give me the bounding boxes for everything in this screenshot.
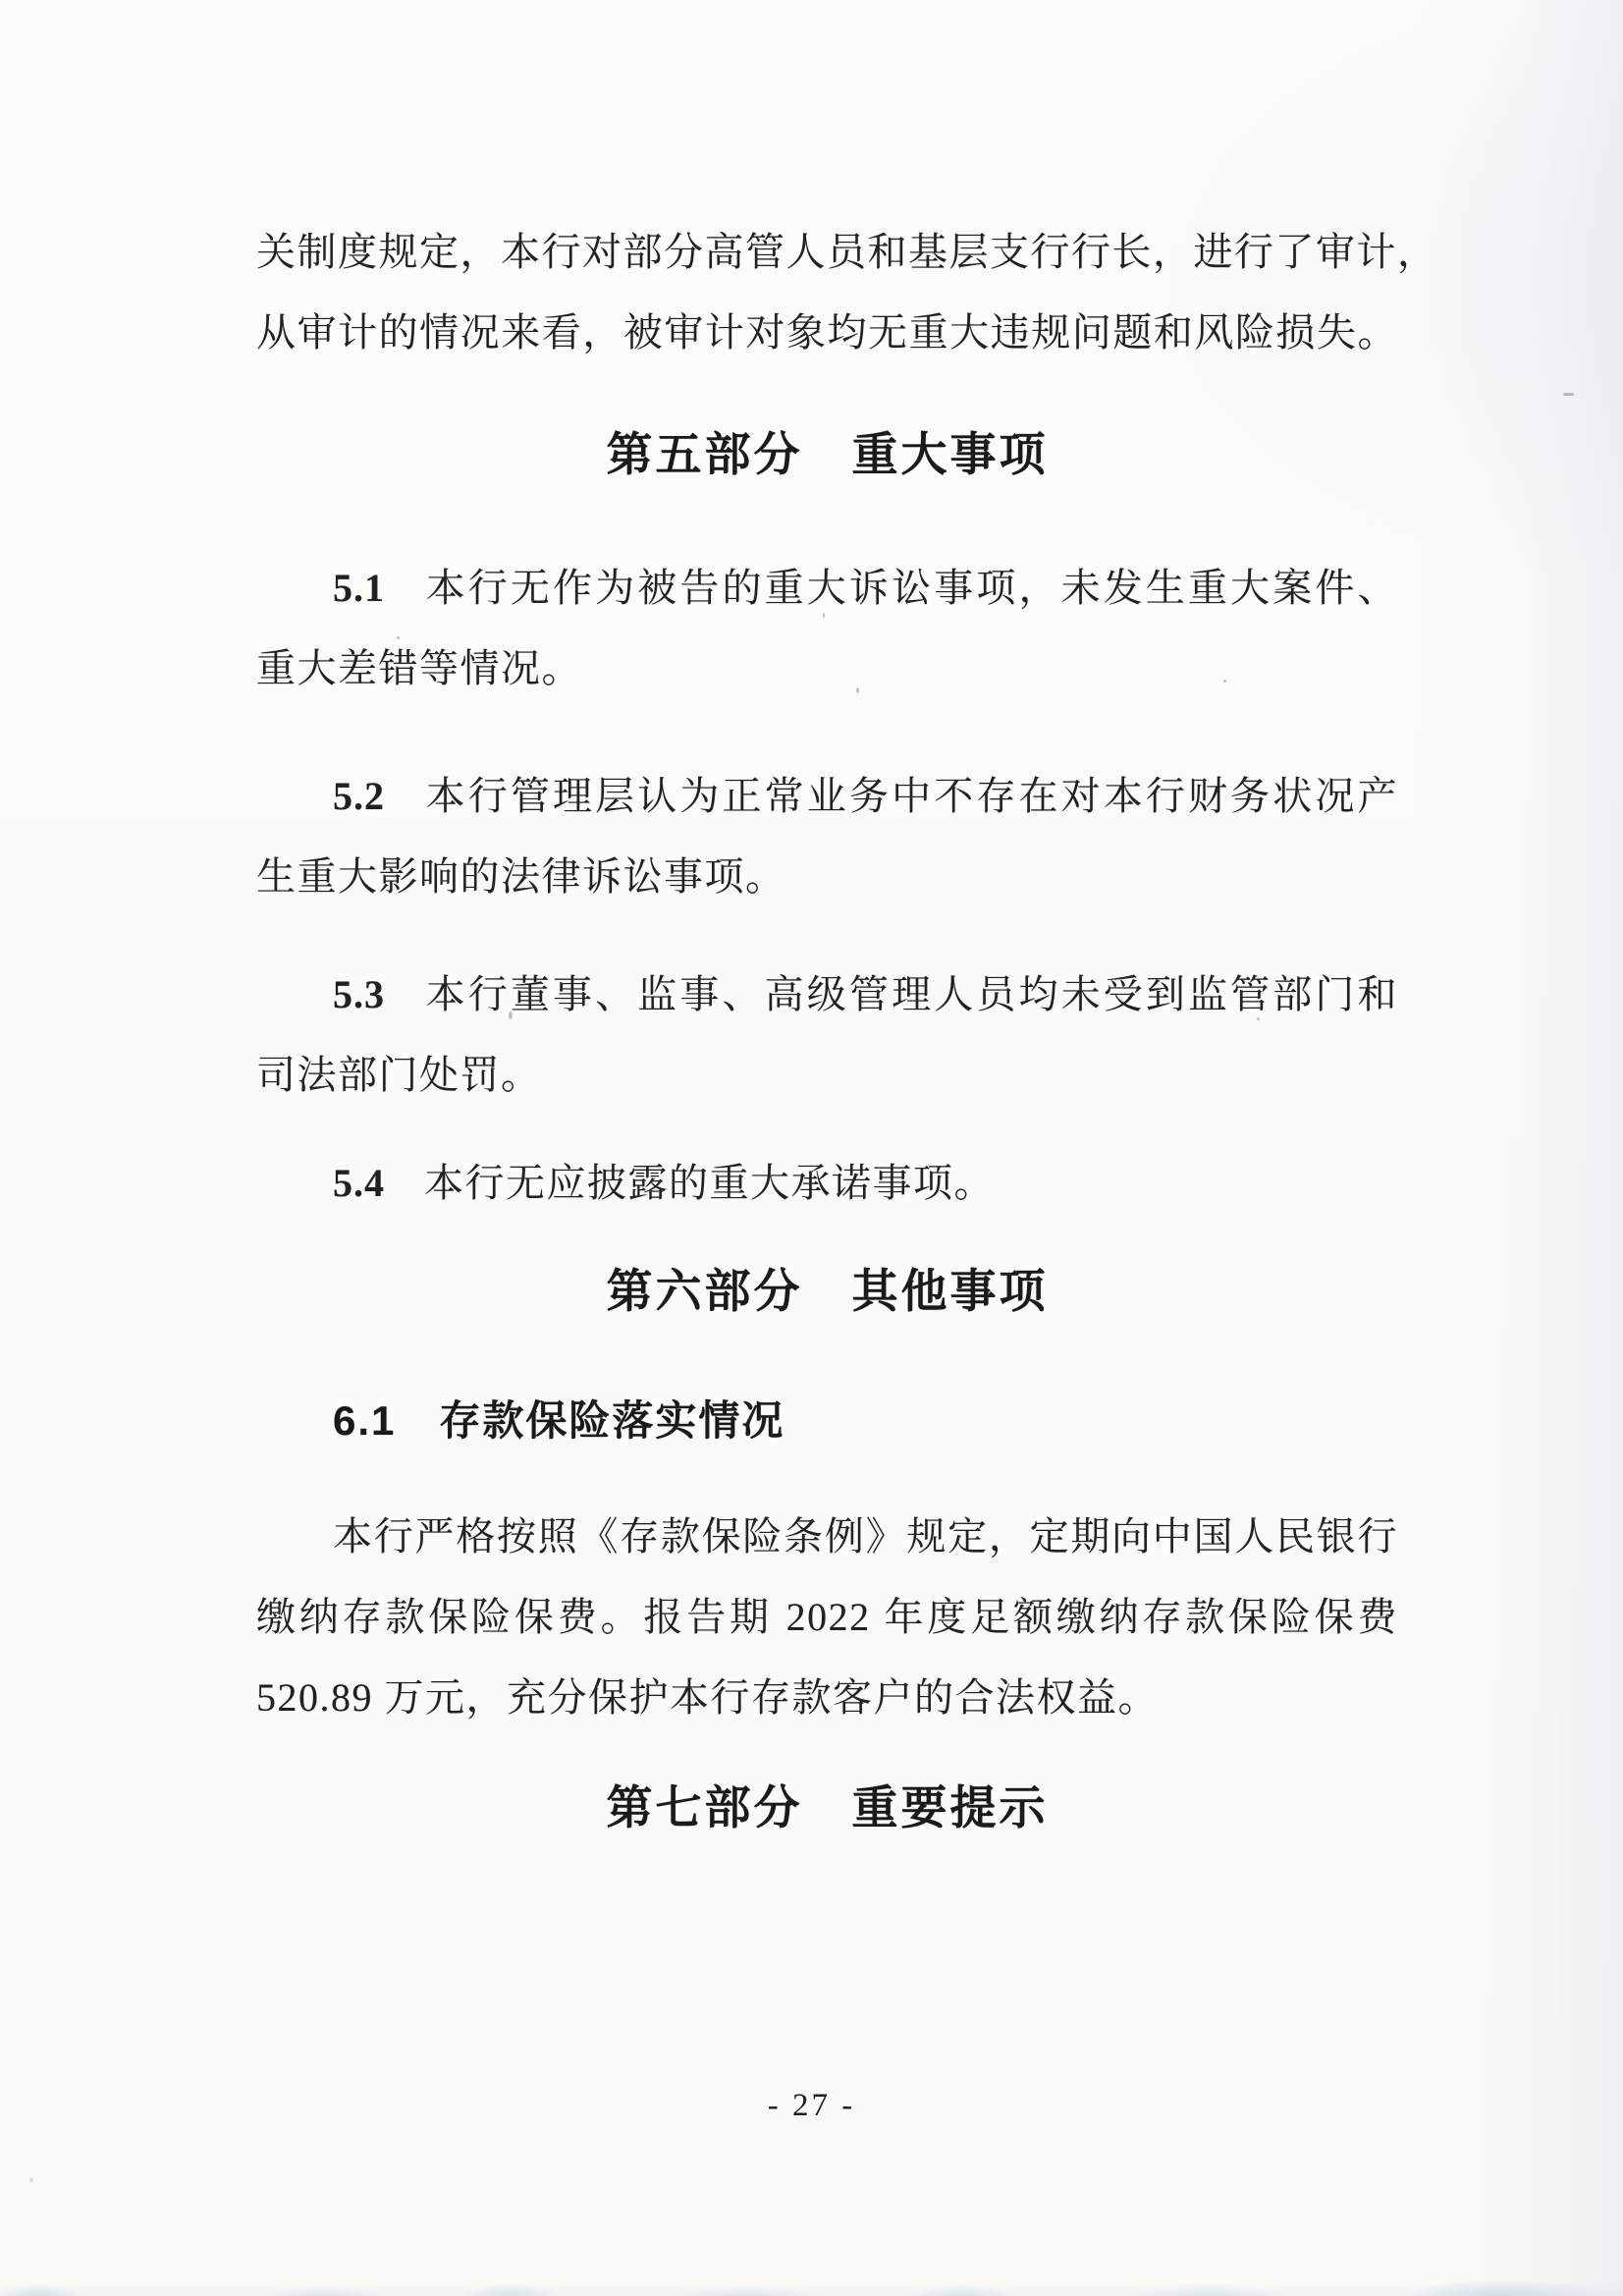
clause-first-line bbox=[256, 955, 1398, 1035]
clause-continuation-line: 生重大影响的法律诉讼事项。 bbox=[256, 854, 786, 899]
clause-5-1 bbox=[256, 548, 1398, 709]
scan-speck bbox=[397, 636, 400, 639]
subsection-6-1-heading: 6.1 存款保险落实情况 bbox=[333, 1397, 785, 1444]
clause-number: 5.3 bbox=[333, 972, 385, 1016]
clause-first-line bbox=[256, 756, 1398, 837]
paragraph-line: 本行严格按照《存款保险条例》规定，定期向中国人民银行 bbox=[333, 1514, 1398, 1558]
scanner-edge-shadow bbox=[0, 2270, 1623, 2296]
section-6-heading: 第六部分 其他事项 bbox=[606, 1265, 1049, 1317]
scan-speck bbox=[1223, 680, 1226, 683]
clause-first-line bbox=[256, 548, 1398, 629]
clause-text: 本行无作为被告的重大诉讼事项，未发生重大案件、 bbox=[424, 566, 1398, 610]
scan-speck bbox=[1257, 1017, 1260, 1020]
intro-line: 关制度规定，本行对部分高管人员和基层支行行长，进行了审计， bbox=[256, 230, 1438, 274]
clause-first-line bbox=[256, 1143, 1398, 1224]
clause-text: 本行董事、监事、高级管理人员均未受到监管部门和 bbox=[424, 972, 1398, 1016]
intro-line: 从审计的情况来看，被审计对象均无重大违规问题和风险损失。 bbox=[256, 310, 1398, 355]
clause-5-2 bbox=[256, 756, 1398, 917]
scan-speck bbox=[823, 613, 825, 618]
section-7-heading: 第七部分 重要提示 bbox=[606, 1781, 1049, 1833]
scan-speck bbox=[29, 2178, 33, 2182]
clause-number: 5.4 bbox=[333, 1161, 385, 1205]
scan-speck bbox=[1563, 393, 1574, 396]
clause-5-4 bbox=[256, 1143, 1398, 1224]
scan-speck bbox=[856, 687, 859, 693]
clause-continuation-line: 重大差错等情况。 bbox=[256, 646, 582, 690]
clause-number: 5.2 bbox=[333, 774, 385, 818]
page-number: - 27 - bbox=[767, 2088, 856, 2123]
scan-speck bbox=[509, 1011, 513, 1019]
clause-text: 本行无应披露的重大承诺事项。 bbox=[424, 1161, 995, 1205]
deposit-insurance-paragraph bbox=[256, 1497, 1398, 1738]
document-body bbox=[256, 0, 1438, 1842]
intro-paragraph bbox=[256, 212, 1438, 373]
section-5-heading: 第五部分 重大事项 bbox=[606, 428, 1049, 480]
clause-text: 本行管理层认为正常业务中不存在对本行财务状况产 bbox=[424, 774, 1398, 818]
paragraph-line: 缴纳存款保险保费。报告期 2022 年度足额缴纳存款保险保费 bbox=[256, 1595, 1398, 1639]
clause-continuation-line: 司法部门处罚。 bbox=[256, 1053, 542, 1097]
clause-5-3 bbox=[256, 955, 1398, 1116]
clause-number: 5.1 bbox=[333, 566, 385, 610]
paragraph-line: 520.89 万元，充分保护本行存款客户的合法权益。 bbox=[256, 1675, 1159, 1720]
